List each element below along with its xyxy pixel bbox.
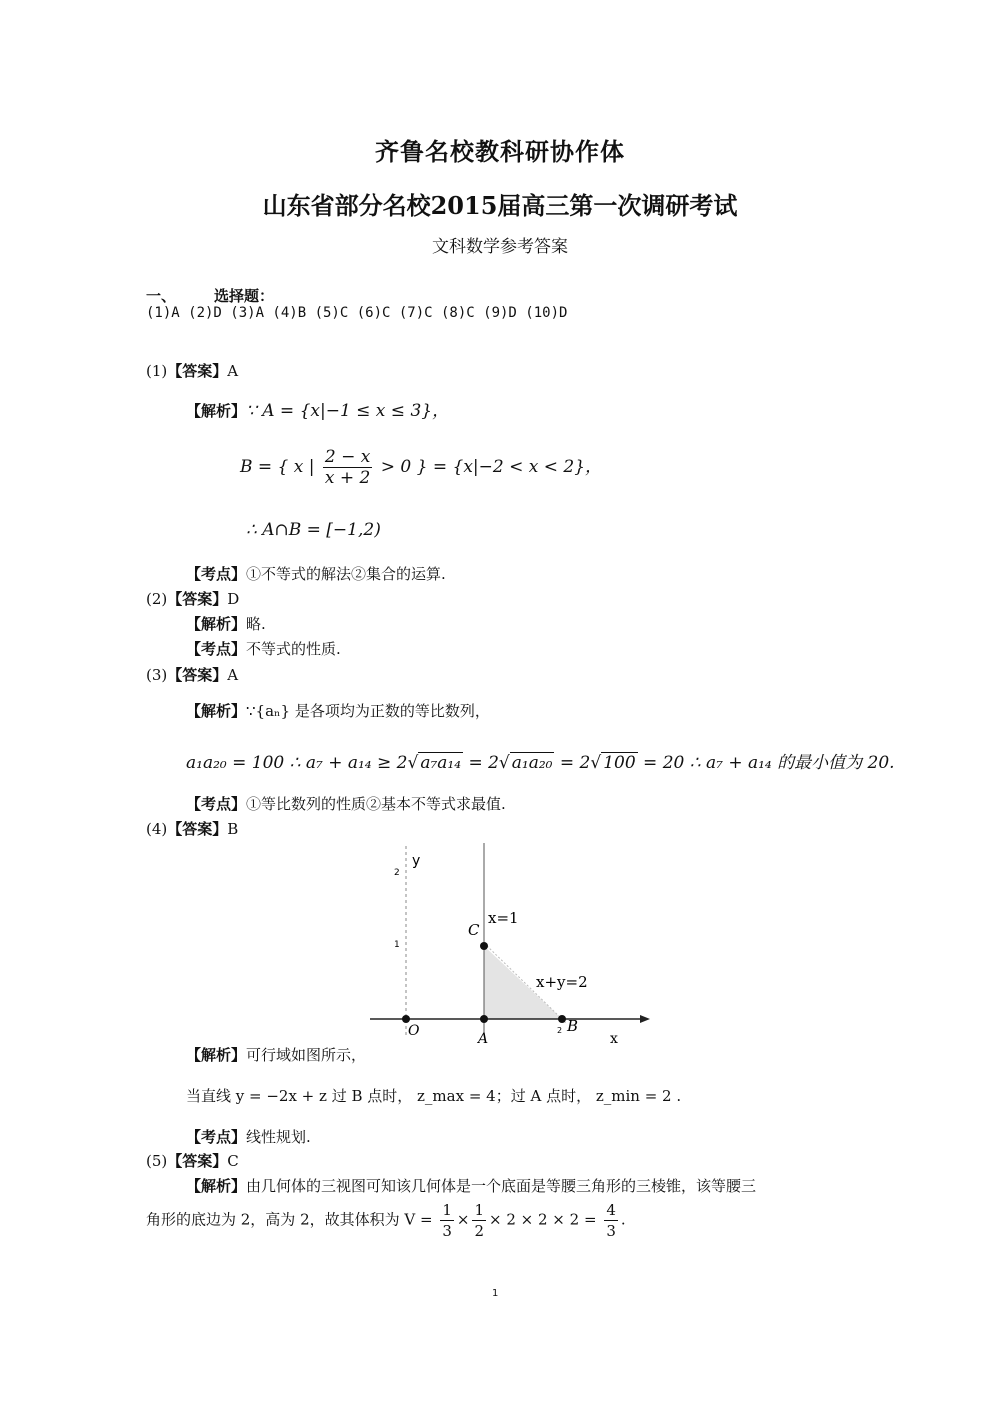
q4-kaodian-text: 线性规划. xyxy=(246,1128,311,1146)
q1-kaodian-tag: 【考点】 xyxy=(186,565,247,583)
q1-set-b-left: B = { x | xyxy=(240,457,315,477)
q5-answer-line xyxy=(146,1150,239,1171)
q3-number: (3) xyxy=(146,666,168,684)
q3-jiexi xyxy=(186,700,490,721)
point-b xyxy=(558,1015,566,1023)
q1-answer-tag: 【答案】 xyxy=(167,362,228,380)
point-o xyxy=(402,1015,410,1023)
q2-number: (2) xyxy=(146,590,168,608)
q5-jiexi-tag: 【解析】 xyxy=(186,1177,247,1195)
q4-number: (4) xyxy=(146,820,168,838)
q2-jiexi-text: 略. xyxy=(246,615,266,633)
q1-kaodian xyxy=(186,563,446,584)
q5-product: × 2 × 2 × 2 = xyxy=(489,1210,597,1229)
q1-intersection: ∴ A∩B = [−1,2) xyxy=(246,520,381,540)
q2-answer-line xyxy=(146,588,239,609)
q4-kaodian-tag: 【考点】 xyxy=(186,1128,247,1146)
q3-jiexi-text: ∵{aₙ} 是各项均为正数的等比数列， xyxy=(246,702,490,720)
q5-frac-result xyxy=(604,1200,618,1241)
q5-number: (5) xyxy=(146,1152,168,1170)
feasible-region-graph xyxy=(370,835,660,1055)
exam-title: 山东省部分名校2015届高三第一次调研考试 xyxy=(262,191,738,220)
q1-set-b-right: > 0 } = {x|−2 < x < 2}， xyxy=(380,457,603,477)
q3-jiexi-tag: 【解析】 xyxy=(186,702,247,720)
q3-answer: A xyxy=(227,666,239,684)
page-number: 1 xyxy=(492,1288,499,1299)
org-title: 齐鲁名校教科研协作体 xyxy=(375,137,625,166)
q5-frac3-den: 3 xyxy=(606,1222,616,1240)
q1-kaodian-text: ①不等式的解法②集合的运算. xyxy=(246,565,446,583)
q5-volume-line xyxy=(146,1200,626,1241)
x-axis-label: x xyxy=(610,1031,618,1047)
q3-sqrt3: 100 xyxy=(603,753,636,773)
q5-jiexi xyxy=(186,1175,756,1196)
q4-jiexi-tag: 【解析】 xyxy=(186,1046,247,1064)
section-number: 一、 xyxy=(146,287,177,305)
q5-mul: × xyxy=(456,1210,470,1229)
y-axis-label: y xyxy=(412,853,421,869)
label-x-equals-1: x=1 xyxy=(488,909,519,927)
q2-jiexi-tag: 【解析】 xyxy=(186,615,247,633)
q1-fraction-den: x + 2 xyxy=(324,468,371,488)
q2-answer-tag: 【答案】 xyxy=(167,590,228,608)
q3-sqrt2: a₁a₂₀ xyxy=(511,753,553,773)
q2-answer: D xyxy=(227,590,240,608)
q3-answer-tag: 【答案】 xyxy=(167,666,228,684)
q4-answer-line xyxy=(146,818,238,839)
tick-x2: 2 xyxy=(557,1026,563,1035)
q5-answer-tag: 【答案】 xyxy=(167,1152,228,1170)
tick-y2: 2 xyxy=(394,868,400,878)
q1-jiexi-tag: 【解析】 xyxy=(186,402,247,420)
tick-y1: 1 xyxy=(394,940,400,950)
q5-frac-one-half xyxy=(472,1200,486,1241)
q4-kaodian xyxy=(186,1126,311,1147)
point-c xyxy=(480,942,488,950)
q5-jiexi-text: 由几何体的三视图可知该几何体是一个底面是等腰三角形的三棱锥，该等腰三 xyxy=(246,1177,757,1195)
q2-jiexi xyxy=(186,613,266,634)
q3-ineq-part4: = 20 ∴ a₇ + a₁₄ 的最小值为 20. xyxy=(637,753,895,773)
q1-solution-line1 xyxy=(186,396,449,421)
x-axis-arrow xyxy=(640,1015,650,1023)
point-a xyxy=(480,1015,488,1023)
answer-summary: (1)A (2)D (3)A (4)B (5)C (6)C (7)C (8)C (9)D (10)D xyxy=(146,305,568,321)
q3-kaodian xyxy=(186,793,506,814)
q4-jiexi xyxy=(186,1044,366,1065)
q1-answer-line xyxy=(146,360,238,381)
subtitle: 文科数学参考答案 xyxy=(432,237,568,257)
q1-set-a: ∵ A = {x|−1 ≤ x ≤ 3}， xyxy=(246,401,450,421)
q3-ineq-part2: = 2 xyxy=(463,753,499,773)
q3-kaodian-text: ①等比数列的性质②基本不等式求最值. xyxy=(246,795,506,813)
label-c: C xyxy=(468,921,480,939)
q1-answer: A xyxy=(227,362,239,380)
q5-frac-one-third xyxy=(440,1200,454,1241)
q5-frac1-num: 1 xyxy=(442,1201,452,1219)
q1-fraction xyxy=(323,447,372,488)
q3-ineq-part1: a₁a₂₀ = 100 ∴ a₇ + a₁₄ ≥ 2 xyxy=(186,753,408,773)
q3-sqrt1: a₇a₁₄ xyxy=(420,753,462,773)
q5-frac2-num: 1 xyxy=(474,1201,485,1219)
q5-period: . xyxy=(620,1210,626,1229)
q1-set-b xyxy=(240,447,602,488)
section-label: 选择题： xyxy=(214,287,275,305)
q4-jiexi-text: 可行域如图所示， xyxy=(246,1046,367,1064)
label-a: A xyxy=(478,1031,489,1047)
q1-number: (1) xyxy=(146,362,168,380)
q2-kaodian-text: 不等式的性质. xyxy=(246,640,341,658)
q5-frac3-num: 4 xyxy=(606,1201,616,1219)
q5-volume-text: 角形的底边为 2，高为 2，故其体积为 V = xyxy=(146,1210,433,1229)
label-x-plus-y-2: x+y=2 xyxy=(536,973,588,991)
q5-frac1-den: 3 xyxy=(442,1222,452,1240)
q3-ineq-part3: = 2 xyxy=(554,753,591,773)
q3-kaodian-tag: 【考点】 xyxy=(186,795,247,813)
q2-kaodian-tag: 【考点】 xyxy=(186,640,247,658)
label-o: O xyxy=(408,1023,420,1039)
q4-answer-tag: 【答案】 xyxy=(167,820,228,838)
q4-explanation: 当直线 y = −2x + z 过 B 点时， z_max = 4；过 A 点时， z_min = 2 . xyxy=(186,1087,682,1105)
q2-kaodian xyxy=(186,638,341,659)
q3-answer-line xyxy=(146,664,238,685)
label-b: B xyxy=(567,1017,579,1035)
q1-fraction-num: 2 − x xyxy=(324,447,371,467)
q3-inequality: a₁a₂₀ = 100 ∴ a₇ + a₁₄ ≥ 2√ a₇a₁₄ = 2√ a₁a₂₀ = 2√ 100 = 20 ∴ a₇ + a₁₄ 的最小值为 20. xyxy=(186,753,895,773)
q5-answer: C xyxy=(227,1152,239,1170)
q5-frac2-den: 2 xyxy=(474,1222,485,1240)
q4-answer: B xyxy=(227,820,239,838)
